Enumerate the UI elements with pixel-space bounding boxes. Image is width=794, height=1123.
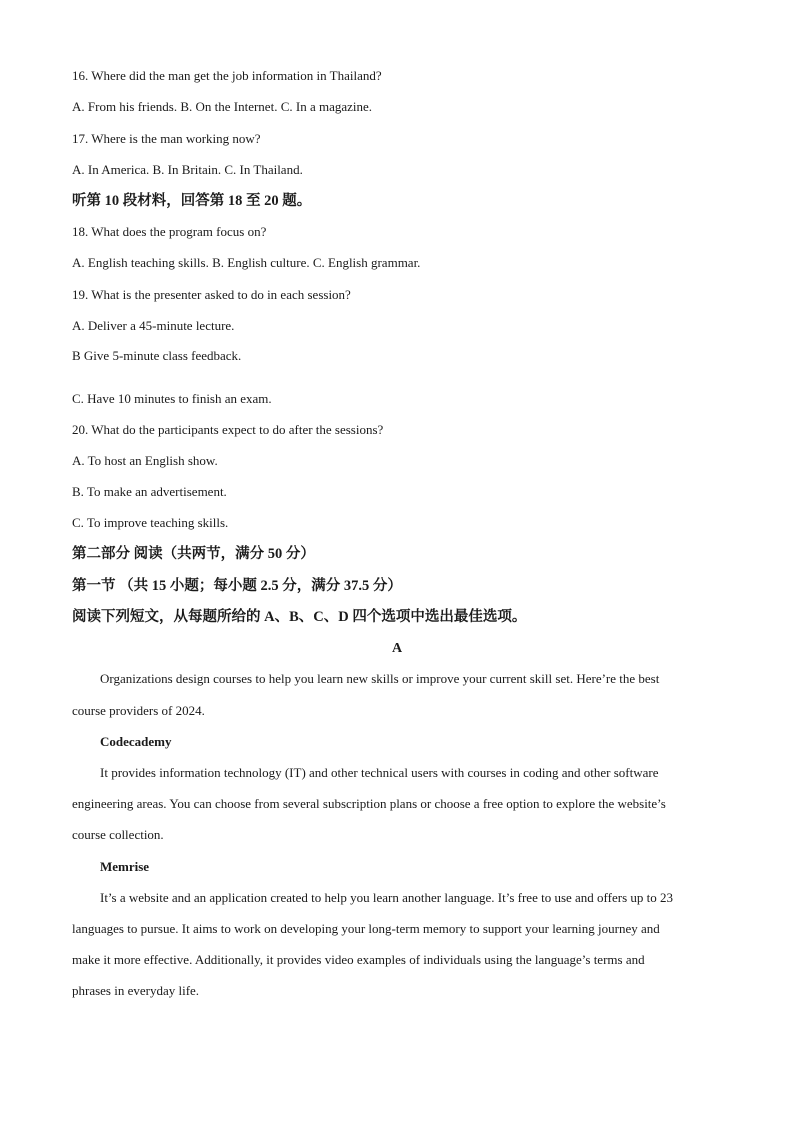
- question-16: 16. Where did the man get the job information in Thailand?: [72, 68, 382, 83]
- question-18: 18. What does the program focus on?: [72, 224, 267, 239]
- passage-label: A: [391, 641, 403, 656]
- memrise-line-4: phrases in everyday life.: [72, 983, 200, 998]
- intro-line-1: Organizations design courses to help you learn new skills or improve your current skill set. Here’re the best: [100, 671, 660, 686]
- reading-instruction: 阅读下列短文，从每题所给的 A、B、C、D 四个选项中选出最佳选项。: [72, 609, 527, 625]
- question-19-option-c: C. Have 10 minutes to finish an exam.: [72, 391, 272, 406]
- memrise-line-3: make it more effective. Additionally, it provides video examples of individuals using the language’s terms and: [72, 952, 645, 967]
- codecademy-line-2: engineering areas. You can choose from several subscription plans or choose a free option to explore the website’s: [72, 796, 666, 811]
- question-19-option-b: B Give 5-minute class feedback.: [72, 348, 242, 363]
- question-17-options: A. In America. B. In Britain. C. In Thailand.: [72, 162, 303, 177]
- reading-section-heading: 第一节 （共 15 小题；每小题 2.5 分，满分 37.5 分）: [72, 578, 402, 594]
- question-20-option-a: A. To host an English show.: [72, 453, 218, 468]
- codecademy-line-1: It provides information technology (IT) and other technical users with courses in coding and other software: [100, 765, 659, 780]
- memrise-line-2: languages to pursue. It aims to work on developing your long-term memory to support your learning journey and: [72, 921, 660, 936]
- section-10-heading: 听第 10 段材料，回答第 18 至 20 题。: [72, 193, 312, 209]
- codecademy-title: Codecademy: [100, 734, 172, 749]
- memrise-title: Memrise: [100, 859, 150, 874]
- question-17: 17. Where is the man working now?: [72, 131, 261, 146]
- question-20-option-b: B. To make an advertisement.: [72, 484, 227, 499]
- question-16-options: A. From his friends. B. On the Internet. C. In a magazine.: [72, 99, 373, 114]
- question-19-option-a: A. Deliver a 45-minute lecture.: [72, 318, 235, 333]
- question-19: 19. What is the presenter asked to do in each session?: [72, 287, 351, 302]
- intro-line-2: course providers of 2024.: [72, 703, 205, 718]
- memrise-line-1: It’s a website and an application created to help you learn another language. It’s free to use and offers up to 23: [100, 890, 674, 905]
- reading-part-heading: 第二部分 阅读（共两节，满分 50 分）: [72, 546, 315, 562]
- codecademy-line-3: course collection.: [72, 827, 164, 842]
- question-20-option-c: C. To improve teaching skills.: [72, 515, 229, 530]
- question-20: 20. What do the participants expect to do after the sessions?: [72, 422, 384, 437]
- question-18-options: A. English teaching skills. B. English culture. C. English grammar.: [72, 255, 421, 270]
